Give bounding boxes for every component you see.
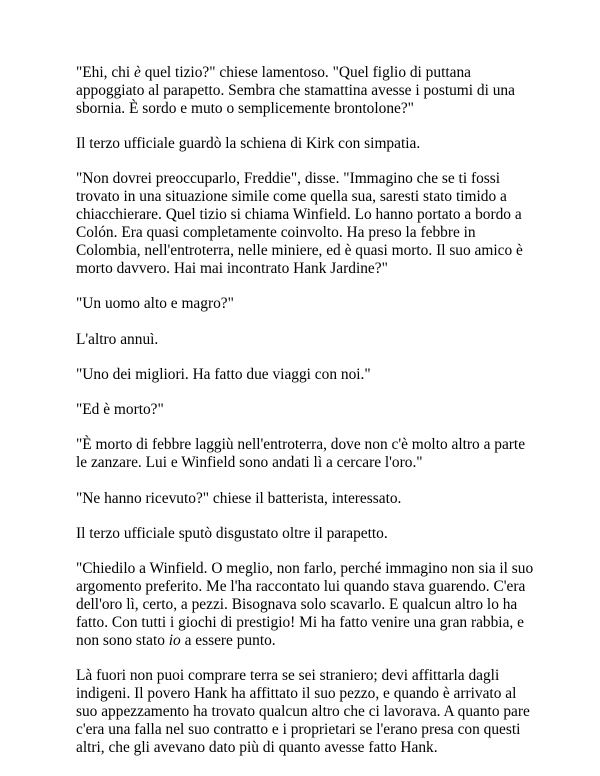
italic-text-run: io [168, 631, 181, 649]
document-page [76, 64, 538, 757]
text-run: quel tizio?" chiese lamentoso. "Quel figlio di puttana appoggiato al parapetto. Sembra che stamattina avesse i postumi di una sbornia. È sordo e muto o semplicemente brontolone?" [76, 64, 515, 117]
text-run: "Uno dei migliori. Ha fatto due viaggi con noi." [76, 365, 371, 383]
paragraph [76, 366, 538, 384]
text-run: a essere punto. [180, 631, 276, 649]
text-run: "È morto di febbre laggiù nell'entroterra, dove non c'è molto altro a parte le zanzare. Lui e Winfield sono andati lì a cercare l'oro." [76, 436, 526, 472]
italic-text-run: è [134, 64, 141, 81]
text-run: "Ne hanno ricevuto?" chiese il batterista, interessato. [76, 489, 402, 507]
paragraph [76, 64, 538, 118]
text-run: "Ed è morto?" [76, 401, 164, 419]
text-run: "Un uomo alto e magro?" [76, 295, 234, 313]
text-run: "Chiedilo a Winfield. O meglio, non farlo, perché immagino non sia il suo argomento preferito. Me l'ha raccontato lui quando stava guarendo. C'era dell'oro lì, certo, a pezzi. Bisognava solo scavarlo. E qualcun altro lo ha fatto. Con tutti i giochi di prestigio! Mi ha fatto venire una gran rabbia, e non sono stato [76, 560, 534, 649]
paragraph [76, 490, 538, 508]
paragraph [76, 295, 538, 313]
text-run: "Ehi, chi [76, 64, 135, 81]
paragraph [76, 331, 538, 349]
paragraph [76, 170, 538, 277]
paragraph [76, 401, 538, 419]
paragraph [76, 667, 538, 757]
paragraph [76, 436, 538, 472]
text-run: "Non dovrei preoccuparlo, Freddie", disse. "Immagino che se ti fossi trovato in una situazione simile come quella sua, saresti stato timido a chiacchierare. Quel tizio si chiama Winfield. Lo hanno portato a bordo a Colón. Era quasi completamente coinvolto. Ha preso la febbre in Colombia, nell'entroterra, nelle miniere, ed è quasi morto. Il suo amico è morto davvero. Hai mai incontrato Hank Jardine?" [76, 170, 523, 277]
text-run: Là fuori non puoi comprare terra se sei straniero; devi affittarla dagli indigeni. Il povero Hank ha affittato il suo pezzo, e quando è arrivato al suo appezzamento ha trovato qualcun altro che ci lavorava. A quanto pare c'era una falla nel suo contratto e i proprietari se l'erano presa con questi altri, che gli avevano dato più di quanto avesse fatto Hank. [76, 667, 530, 756]
paragraph [76, 560, 538, 650]
text-run: Il terzo ufficiale guardò la schiena di Kirk con simpatia. [76, 135, 421, 153]
text-run: L'altro annuì. [76, 330, 159, 348]
paragraph [76, 135, 538, 153]
text-run: Il terzo ufficiale sputò disgustato oltre il parapetto. [76, 524, 388, 542]
paragraph [76, 525, 538, 543]
